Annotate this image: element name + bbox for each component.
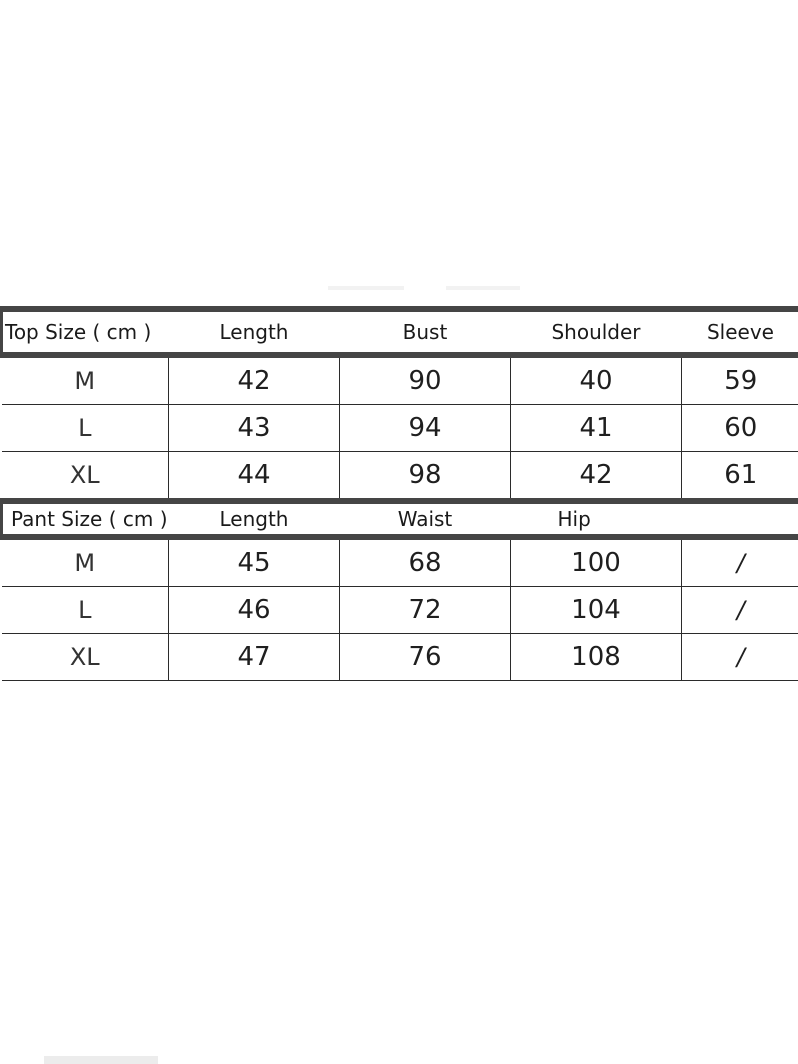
length-cell: 45 bbox=[169, 537, 340, 587]
sleeve-cell: 61 bbox=[682, 452, 798, 502]
length-cell: 46 bbox=[169, 587, 340, 634]
faint-mark bbox=[328, 286, 404, 290]
size-cell: L bbox=[2, 405, 169, 452]
size-cell: M bbox=[2, 537, 169, 587]
length-cell: 44 bbox=[169, 452, 340, 502]
top-sleeve-header: Sleeve bbox=[682, 309, 798, 355]
waist-cell: 72 bbox=[340, 587, 511, 634]
size-cell: XL bbox=[2, 634, 169, 681]
top-bust-header: Bust bbox=[340, 309, 511, 355]
hip-cell: 104 bbox=[511, 587, 682, 634]
sleeve-cell: 60 bbox=[682, 405, 798, 452]
table-row bbox=[2, 537, 798, 587]
pant-hip-header: Hip bbox=[511, 501, 682, 537]
faint-mark bbox=[44, 1056, 158, 1064]
table-row bbox=[2, 587, 798, 634]
pant-size-header-row bbox=[2, 501, 798, 537]
shoulder-cell: 41 bbox=[511, 405, 682, 452]
bust-cell: 98 bbox=[340, 452, 511, 502]
size-cell: XL bbox=[2, 452, 169, 502]
hip-cell: 108 bbox=[511, 634, 682, 681]
table-row bbox=[2, 634, 798, 681]
na-cell: / bbox=[682, 587, 798, 634]
pant-size-header-label: Pant Size ( cm ) bbox=[2, 501, 169, 537]
na-cell: / bbox=[682, 537, 798, 587]
pant-waist-header: Waist bbox=[340, 501, 511, 537]
waist-cell: 76 bbox=[340, 634, 511, 681]
table-row bbox=[2, 355, 798, 405]
top-shoulder-header: Shoulder bbox=[511, 309, 682, 355]
pant-length-header: Length bbox=[169, 501, 340, 537]
faint-mark bbox=[446, 286, 520, 290]
shoulder-cell: 40 bbox=[511, 355, 682, 405]
pant-empty-header bbox=[682, 501, 798, 537]
top-size-header-label: Top Size ( cm ) bbox=[2, 309, 169, 355]
bust-cell: 90 bbox=[340, 355, 511, 405]
length-cell: 42 bbox=[169, 355, 340, 405]
size-cell: L bbox=[2, 587, 169, 634]
waist-cell: 68 bbox=[340, 537, 511, 587]
table-row bbox=[2, 405, 798, 452]
size-cell: M bbox=[2, 355, 169, 405]
top-size-header-row bbox=[2, 309, 798, 355]
length-cell: 43 bbox=[169, 405, 340, 452]
length-cell: 47 bbox=[169, 634, 340, 681]
shoulder-cell: 42 bbox=[511, 452, 682, 502]
table-row bbox=[2, 452, 798, 502]
size-chart-table bbox=[0, 306, 798, 681]
na-cell: / bbox=[682, 634, 798, 681]
hip-cell: 100 bbox=[511, 537, 682, 587]
bust-cell: 94 bbox=[340, 405, 511, 452]
sleeve-cell: 59 bbox=[682, 355, 798, 405]
top-length-header: Length bbox=[169, 309, 340, 355]
